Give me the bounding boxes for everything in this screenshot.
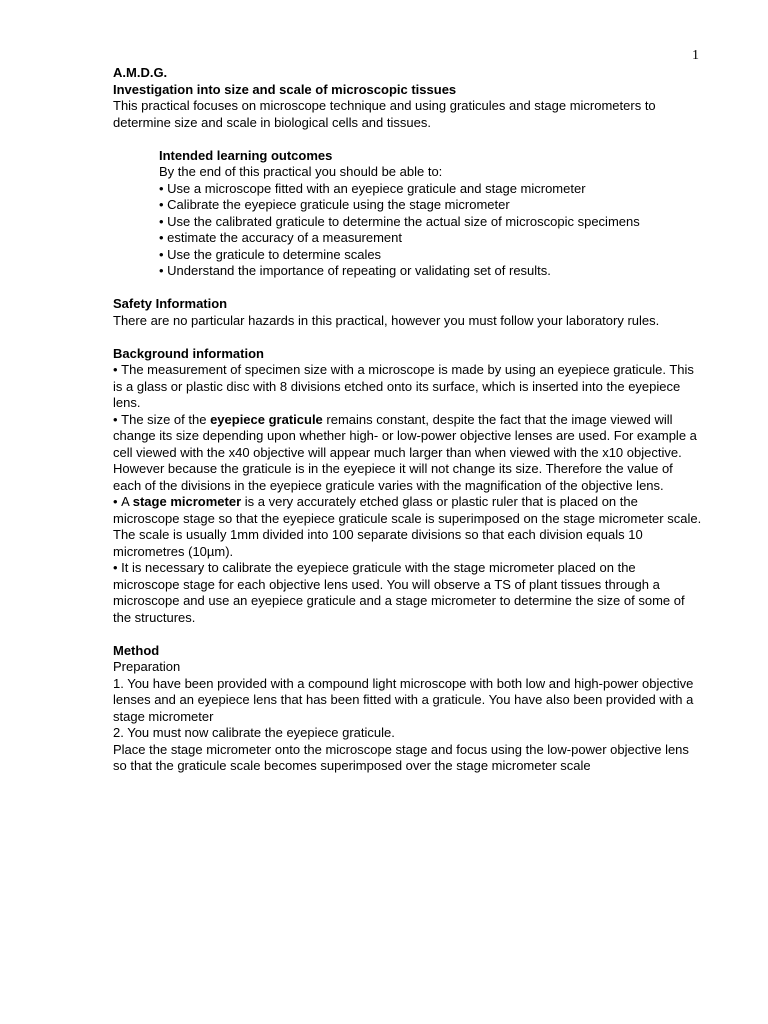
paragraph-text: A xyxy=(121,494,133,509)
outcome-item: • Calibrate the eyepiece graticule using the stage micrometer xyxy=(159,197,703,214)
outcomes-heading: Intended learning outcomes xyxy=(159,147,333,163)
page-number: 1 xyxy=(692,48,699,63)
background-heading: Background information xyxy=(113,345,264,361)
method-subheading: Preparation xyxy=(113,659,181,674)
background-paragraph-4: • It is necessary to calibrate the eyepiece graticule with the stage micrometer placed on the microscope stage for each objective lens used. You will observe a TS of plant tissues through a microscope and use an eyepiece graticule and a stage micrometer to determine the size of some of the structures. xyxy=(113,560,703,626)
background-paragraph-3 xyxy=(113,494,703,560)
intro-paragraph: This practical focuses on microscope technique and using graticules and stage micrometers to determine size and scale in biological cells and tissues. xyxy=(113,98,656,130)
outcome-item: • Use a microscope fitted with an eyepiece graticule and stage micrometer xyxy=(159,181,703,198)
outcome-item: • Use the graticule to determine scales xyxy=(159,247,703,264)
stage-micrometer-term: stage micrometer xyxy=(132,494,242,509)
background-paragraph-1: • The measurement of specimen size with a microscope is made by using an eyepiece graticule. This is a glass or plastic disc with 8 divisions etched onto its surface, which is inserted into the eyepiece lens. xyxy=(113,362,703,412)
method-step-1: 1. You have been provided with a compound light microscope with both low and high-power objective lenses and an eyepiece lens that has been fitted with a graticule. You have also been provided with a stage micrometer xyxy=(113,675,694,724)
document-body xyxy=(113,65,703,775)
paragraph-text: remains constant, despite the fact that the image viewed will change its size depending upon whether high- or low-power objective lenses are used. For example a cell viewed with the x40 objective will appear much larger than when viewed with the x10 objective. However because the graticule is in the eyepiece it will not change its size. Therefore the value of each of the divisions in the eyepiece graticule varies with the magnification of the objective lens. xyxy=(113,411,697,493)
spacer xyxy=(113,280,703,297)
safety-heading: Safety Information xyxy=(113,296,228,311)
method-step-2: 2. You must now calibrate the eyepiece graticule. xyxy=(113,725,395,740)
spacer xyxy=(113,329,703,346)
eyepiece-graticule-term: eyepiece graticule xyxy=(210,411,323,427)
motto-heading: A.M.D.G. xyxy=(113,65,168,80)
outcome-item: • Understand the importance of repeating or validating set of results. xyxy=(159,263,703,280)
outcome-item: • estimate the accuracy of a measurement xyxy=(159,230,703,247)
spacer xyxy=(113,131,703,148)
outcome-item: • Use the calibrated graticule to determine the actual size of microscopic specimens xyxy=(159,214,703,231)
paragraph-text: is a very accurately etched glass or plastic ruler that is placed on the microscope stage so that the eyepiece graticule scale is superimposed on the stage micrometer scale. The scale is usually 1mm divided into 100 separate divisions so that each division equals 10 micrometres (10µm). xyxy=(113,494,702,559)
learning-outcomes-section xyxy=(113,148,703,280)
paragraph-text: The size of the xyxy=(121,411,211,427)
document-title: Investigation into size and scale of microscopic tissues xyxy=(113,81,457,97)
background-paragraph-2 xyxy=(113,412,703,495)
spacer xyxy=(113,626,703,643)
method-heading: Method xyxy=(113,642,160,658)
method-step-2-detail: Place the stage micrometer onto the microscope stage and focus using the low-power objective lens so that the graticule scale becomes superimposed over the stage micrometer scale xyxy=(113,741,689,773)
outcomes-lead: By the end of this practical you should be able to: xyxy=(159,164,443,179)
safety-text: There are no particular hazards in this practical, however you must follow your laboratory rules. xyxy=(113,312,660,328)
